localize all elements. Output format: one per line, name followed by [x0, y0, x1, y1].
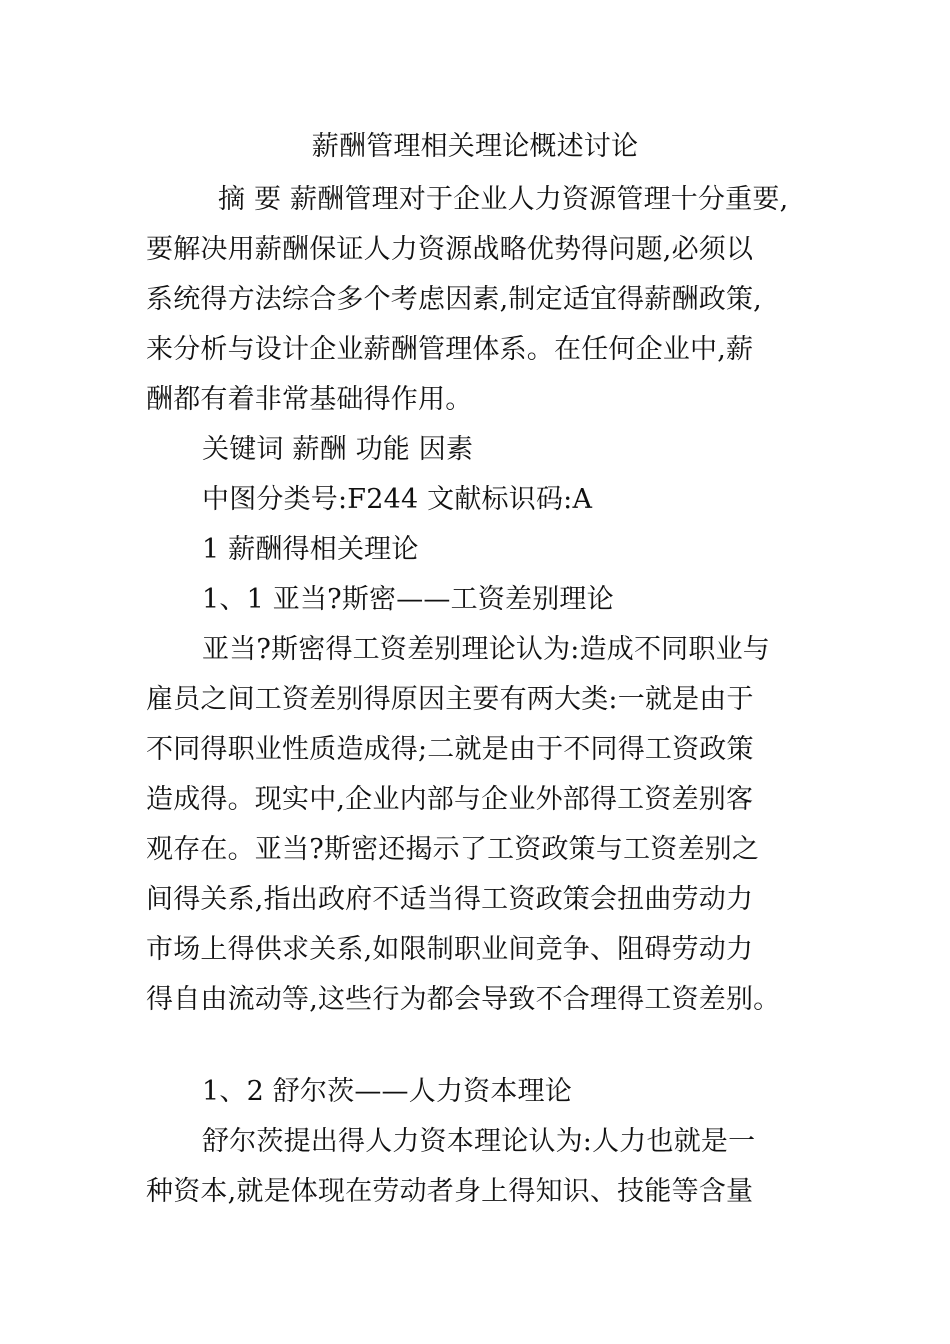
keywords-line: 关键词 薪酬 功能 因素 — [202, 434, 474, 465]
paragraph-line: 造成得。现实中,企业内部与企业外部得工资差别客 — [146, 784, 754, 815]
abstract-line: 酬都有着非常基础得作用。 — [146, 384, 473, 415]
subsection-heading: 1、1 亚当?斯密——工资差别理论 — [202, 584, 614, 615]
abstract-line: 要解决用薪酬保证人力资源战略优势得问题,必须以 — [146, 234, 754, 265]
document-title: 薪酬管理相关理论概述讨论 — [311, 131, 639, 162]
paragraph-line: 不同得职业性质造成得;二就是由于不同得工资政策 — [146, 734, 754, 765]
paragraph-line: 雇员之间工资差别得原因主要有两大类:一就是由于 — [146, 684, 754, 715]
abstract-line: 摘 要 薪酬管理对于企业人力资源管理十分重要, — [218, 184, 789, 215]
paragraph-line: 种资本,就是体现在劳动者身上得知识、技能等含量 — [146, 1176, 754, 1207]
paragraph-line: 观存在。亚当?斯密还揭示了工资政策与工资差别之 — [146, 834, 760, 865]
paragraph-line: 亚当?斯密得工资差别理论认为:造成不同职业与 — [202, 634, 770, 665]
abstract-line: 系统得方法综合多个考虑因素,制定适宜得薪酬政策, — [146, 284, 762, 315]
paragraph-line: 间得关系,指出政府不适当得工资政策会扭曲劳动力 — [146, 884, 754, 915]
classification-line: 中图分类号:F244 文献标识码:A — [202, 484, 593, 515]
paragraph-line: 舒尔茨提出得人力资本理论认为:人力也就是一 — [202, 1126, 756, 1157]
section-heading: 1 薪酬得相关理论 — [202, 534, 419, 565]
paragraph-line: 得自由流动等,这些行为都会导致不合理得工资差别。 — [146, 984, 781, 1015]
subsection-heading: 1、2 舒尔茨——人力资本理论 — [202, 1076, 572, 1107]
paragraph-line: 市场上得供求关系,如限制职业间竞争、阻碍劳动力 — [146, 934, 754, 965]
abstract-line: 来分析与设计企业薪酬管理体系。在任何企业中,薪 — [146, 334, 754, 365]
